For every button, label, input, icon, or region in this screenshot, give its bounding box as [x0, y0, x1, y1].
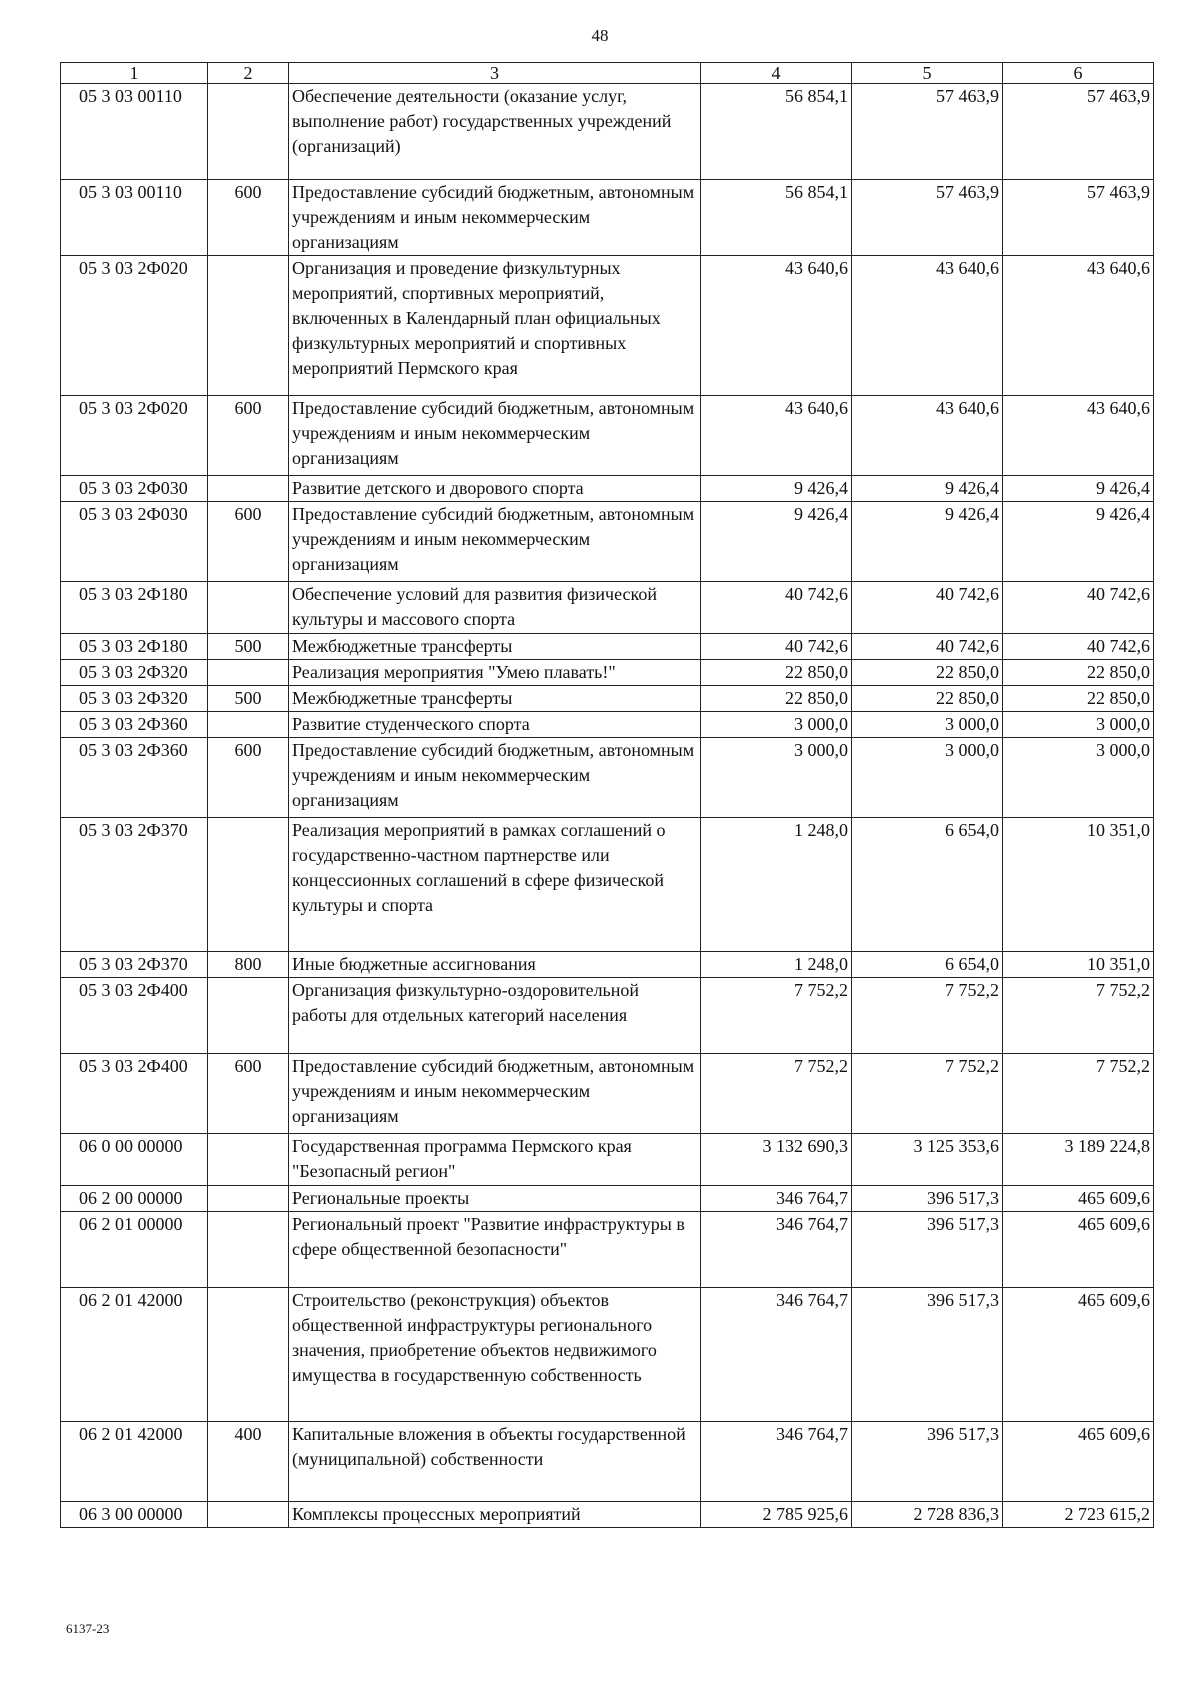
row-value-col5: 9 426,4 [852, 476, 1003, 502]
table-row [61, 582, 1154, 634]
row-value-col5: 43 640,6 [852, 396, 1003, 476]
row-value-col6: 7 752,2 [1003, 1054, 1154, 1134]
row-expense-type [208, 1288, 289, 1422]
row-value-col5: 7 752,2 [852, 978, 1003, 1054]
row-value-col6: 10 351,0 [1003, 952, 1154, 978]
row-code: 06 0 00 00000 [61, 1134, 208, 1186]
row-value-col5: 396 517,3 [852, 1212, 1003, 1288]
budget-table [60, 62, 1154, 1528]
row-expense-type: 600 [208, 502, 289, 582]
row-value-col4: 7 752,2 [701, 978, 852, 1054]
row-expense-type [208, 1502, 289, 1528]
row-code: 05 3 03 00110 [61, 84, 208, 180]
row-value-col5: 396 517,3 [852, 1186, 1003, 1212]
row-expense-type [208, 256, 289, 396]
row-value-col5: 3 125 353,6 [852, 1134, 1003, 1186]
header-col-6: 6 [1003, 63, 1154, 84]
row-value-col4: 56 854,1 [701, 180, 852, 256]
row-value-col4: 2 785 925,6 [701, 1502, 852, 1528]
row-value-col6: 22 850,0 [1003, 660, 1154, 686]
row-value-col5: 9 426,4 [852, 502, 1003, 582]
row-code: 05 3 03 2Ф360 [61, 738, 208, 818]
row-expense-type [208, 582, 289, 634]
row-code: 06 2 00 00000 [61, 1186, 208, 1212]
row-code: 05 3 03 2Ф030 [61, 502, 208, 582]
row-expense-type [208, 818, 289, 952]
table-row [61, 818, 1154, 952]
row-name: Межбюджетные трансферты [289, 686, 701, 712]
row-name: Предоставление субсидий бюджетным, автономным учреждениям и иным некоммерческим организациям [289, 1054, 701, 1134]
row-value-col6: 40 742,6 [1003, 582, 1154, 634]
row-code: 05 3 03 2Ф180 [61, 582, 208, 634]
row-value-col5: 22 850,0 [852, 686, 1003, 712]
table-row [61, 396, 1154, 476]
row-expense-type [208, 1134, 289, 1186]
page-number: 48 [591, 26, 609, 45]
row-value-col6: 7 752,2 [1003, 978, 1154, 1054]
row-value-col4: 22 850,0 [701, 660, 852, 686]
row-value-col5: 57 463,9 [852, 84, 1003, 180]
row-expense-type [208, 84, 289, 180]
row-name: Государственная программа Пермского края "Безопасный регион" [289, 1134, 701, 1186]
row-expense-type [208, 476, 289, 502]
table-row [61, 502, 1154, 582]
row-value-col4: 22 850,0 [701, 686, 852, 712]
row-value-col5: 43 640,6 [852, 256, 1003, 396]
row-name: Предоставление субсидий бюджетным, автономным учреждениям и иным некоммерческим организациям [289, 180, 701, 256]
row-code: 06 2 01 00000 [61, 1212, 208, 1288]
table-row [61, 1288, 1154, 1422]
row-value-col6: 3 189 224,8 [1003, 1134, 1154, 1186]
table-row [61, 1054, 1154, 1134]
table-row [61, 476, 1154, 502]
row-value-col4: 9 426,4 [701, 502, 852, 582]
row-name: Реализация мероприятий в рамках соглашений о государственно-частном партнерстве или концессионных соглашений в сфере физической культуры и спорта [289, 818, 701, 952]
header-col-3: 3 [289, 63, 701, 84]
table-row [61, 1212, 1154, 1288]
row-name: Обеспечение деятельности (оказание услуг, выполнение работ) государственных учреждений (организаций) [289, 84, 701, 180]
row-name: Региональные проекты [289, 1186, 701, 1212]
row-code: 05 3 03 2Ф320 [61, 686, 208, 712]
row-expense-type [208, 660, 289, 686]
row-value-col4: 1 248,0 [701, 818, 852, 952]
table-row [61, 1422, 1154, 1502]
row-value-col6: 465 609,6 [1003, 1186, 1154, 1212]
row-value-col4: 346 764,7 [701, 1186, 852, 1212]
row-name: Организация физкультурно-оздоровительной работы для отдельных категорий населения [289, 978, 701, 1054]
row-name: Организация и проведение физкультурных мероприятий, спортивных мероприятий, включенных в Календарный план официальных физкультурных мероприятий и спортивных мероприятий Пермского края [289, 256, 701, 396]
row-code: 05 3 03 2Ф020 [61, 396, 208, 476]
header-col-1: 1 [61, 63, 208, 84]
table-row [61, 978, 1154, 1054]
row-value-col6: 10 351,0 [1003, 818, 1154, 952]
row-code: 05 3 03 2Ф320 [61, 660, 208, 686]
row-expense-type [208, 712, 289, 738]
row-value-col5: 7 752,2 [852, 1054, 1003, 1134]
row-expense-type [208, 978, 289, 1054]
row-value-col4: 40 742,6 [701, 582, 852, 634]
row-code: 06 2 01 42000 [61, 1288, 208, 1422]
row-name: Строительство (реконструкция) объектов общественной инфраструктуры регионального значения, приобретение объектов недвижимого имущества в государственную собственность [289, 1288, 701, 1422]
row-value-col6: 465 609,6 [1003, 1212, 1154, 1288]
row-value-col6: 57 463,9 [1003, 84, 1154, 180]
row-name: Иные бюджетные ассигнования [289, 952, 701, 978]
row-expense-type [208, 1186, 289, 1212]
row-code: 06 3 00 00000 [61, 1502, 208, 1528]
table-row [61, 256, 1154, 396]
table-row [61, 686, 1154, 712]
row-expense-type: 600 [208, 396, 289, 476]
row-value-col4: 346 764,7 [701, 1288, 852, 1422]
row-code: 05 3 03 2Ф180 [61, 634, 208, 660]
row-value-col6: 40 742,6 [1003, 634, 1154, 660]
row-expense-type: 500 [208, 634, 289, 660]
row-expense-type [208, 1212, 289, 1288]
row-name: Развитие студенческого спорта [289, 712, 701, 738]
row-value-col6: 3 000,0 [1003, 738, 1154, 818]
table-row [61, 952, 1154, 978]
row-code: 05 3 03 2Ф020 [61, 256, 208, 396]
table-row [61, 1186, 1154, 1212]
row-expense-type: 600 [208, 180, 289, 256]
row-value-col4: 43 640,6 [701, 396, 852, 476]
table-row [61, 84, 1154, 180]
row-value-col4: 40 742,6 [701, 634, 852, 660]
row-value-col5: 57 463,9 [852, 180, 1003, 256]
document-code: 6137-23 [66, 1621, 110, 1636]
row-expense-type: 400 [208, 1422, 289, 1502]
row-expense-type: 500 [208, 686, 289, 712]
table-row [61, 1134, 1154, 1186]
row-value-col4: 3 000,0 [701, 738, 852, 818]
row-value-col6: 465 609,6 [1003, 1422, 1154, 1502]
row-value-col6: 465 609,6 [1003, 1288, 1154, 1422]
table-row [61, 634, 1154, 660]
table-row [61, 180, 1154, 256]
row-value-col4: 3 132 690,3 [701, 1134, 852, 1186]
row-code: 05 3 03 2Ф400 [61, 1054, 208, 1134]
row-value-col5: 40 742,6 [852, 582, 1003, 634]
header-col-5: 5 [852, 63, 1003, 84]
row-code: 06 2 01 42000 [61, 1422, 208, 1502]
row-name: Предоставление субсидий бюджетным, автономным учреждениям и иным некоммерческим организациям [289, 738, 701, 818]
row-code: 05 3 03 2Ф370 [61, 952, 208, 978]
row-value-col6: 43 640,6 [1003, 396, 1154, 476]
row-value-col5: 396 517,3 [852, 1422, 1003, 1502]
row-code: 05 3 03 2Ф400 [61, 978, 208, 1054]
row-code: 05 3 03 00110 [61, 180, 208, 256]
row-name: Развитие детского и дворового спорта [289, 476, 701, 502]
table-row [61, 660, 1154, 686]
row-value-col5: 3 000,0 [852, 738, 1003, 818]
row-value-col4: 3 000,0 [701, 712, 852, 738]
row-value-col6: 43 640,6 [1003, 256, 1154, 396]
row-value-col5: 396 517,3 [852, 1288, 1003, 1422]
row-name: Межбюджетные трансферты [289, 634, 701, 660]
row-value-col4: 7 752,2 [701, 1054, 852, 1134]
row-value-col6: 2 723 615,2 [1003, 1502, 1154, 1528]
row-value-col5: 2 728 836,3 [852, 1502, 1003, 1528]
row-name: Капитальные вложения в объекты государственной (муниципальной) собственности [289, 1422, 701, 1502]
table-row [61, 738, 1154, 818]
row-value-col5: 40 742,6 [852, 634, 1003, 660]
row-value-col6: 57 463,9 [1003, 180, 1154, 256]
row-name: Предоставление субсидий бюджетным, автономным учреждениям и иным некоммерческим организациям [289, 502, 701, 582]
row-value-col4: 56 854,1 [701, 84, 852, 180]
row-value-col6: 9 426,4 [1003, 502, 1154, 582]
row-expense-type: 600 [208, 1054, 289, 1134]
row-name: Региональный проект "Развитие инфраструктуры в сфере общественной безопасности" [289, 1212, 701, 1288]
row-value-col4: 346 764,7 [701, 1422, 852, 1502]
row-name: Комплексы процессных мероприятий [289, 1502, 701, 1528]
header-col-2: 2 [208, 63, 289, 84]
row-code: 05 3 03 2Ф360 [61, 712, 208, 738]
row-name: Реализация мероприятия "Умею плавать!" [289, 660, 701, 686]
row-value-col6: 3 000,0 [1003, 712, 1154, 738]
row-expense-type: 600 [208, 738, 289, 818]
row-value-col4: 9 426,4 [701, 476, 852, 502]
row-value-col6: 22 850,0 [1003, 686, 1154, 712]
row-value-col4: 1 248,0 [701, 952, 852, 978]
header-col-4: 4 [701, 63, 852, 84]
row-value-col4: 43 640,6 [701, 256, 852, 396]
row-value-col5: 6 654,0 [852, 818, 1003, 952]
row-name: Предоставление субсидий бюджетным, автономным учреждениям и иным некоммерческим организациям [289, 396, 701, 476]
row-code: 05 3 03 2Ф370 [61, 818, 208, 952]
row-code: 05 3 03 2Ф030 [61, 476, 208, 502]
table-body [61, 84, 1154, 1528]
row-value-col5: 3 000,0 [852, 712, 1003, 738]
table-row [61, 1502, 1154, 1528]
row-value-col6: 9 426,4 [1003, 476, 1154, 502]
table-header-row [61, 63, 1154, 84]
row-value-col5: 22 850,0 [852, 660, 1003, 686]
row-expense-type: 800 [208, 952, 289, 978]
table-row [61, 712, 1154, 738]
row-value-col4: 346 764,7 [701, 1212, 852, 1288]
row-value-col5: 6 654,0 [852, 952, 1003, 978]
row-name: Обеспечение условий для развития физической культуры и массового спорта [289, 582, 701, 634]
